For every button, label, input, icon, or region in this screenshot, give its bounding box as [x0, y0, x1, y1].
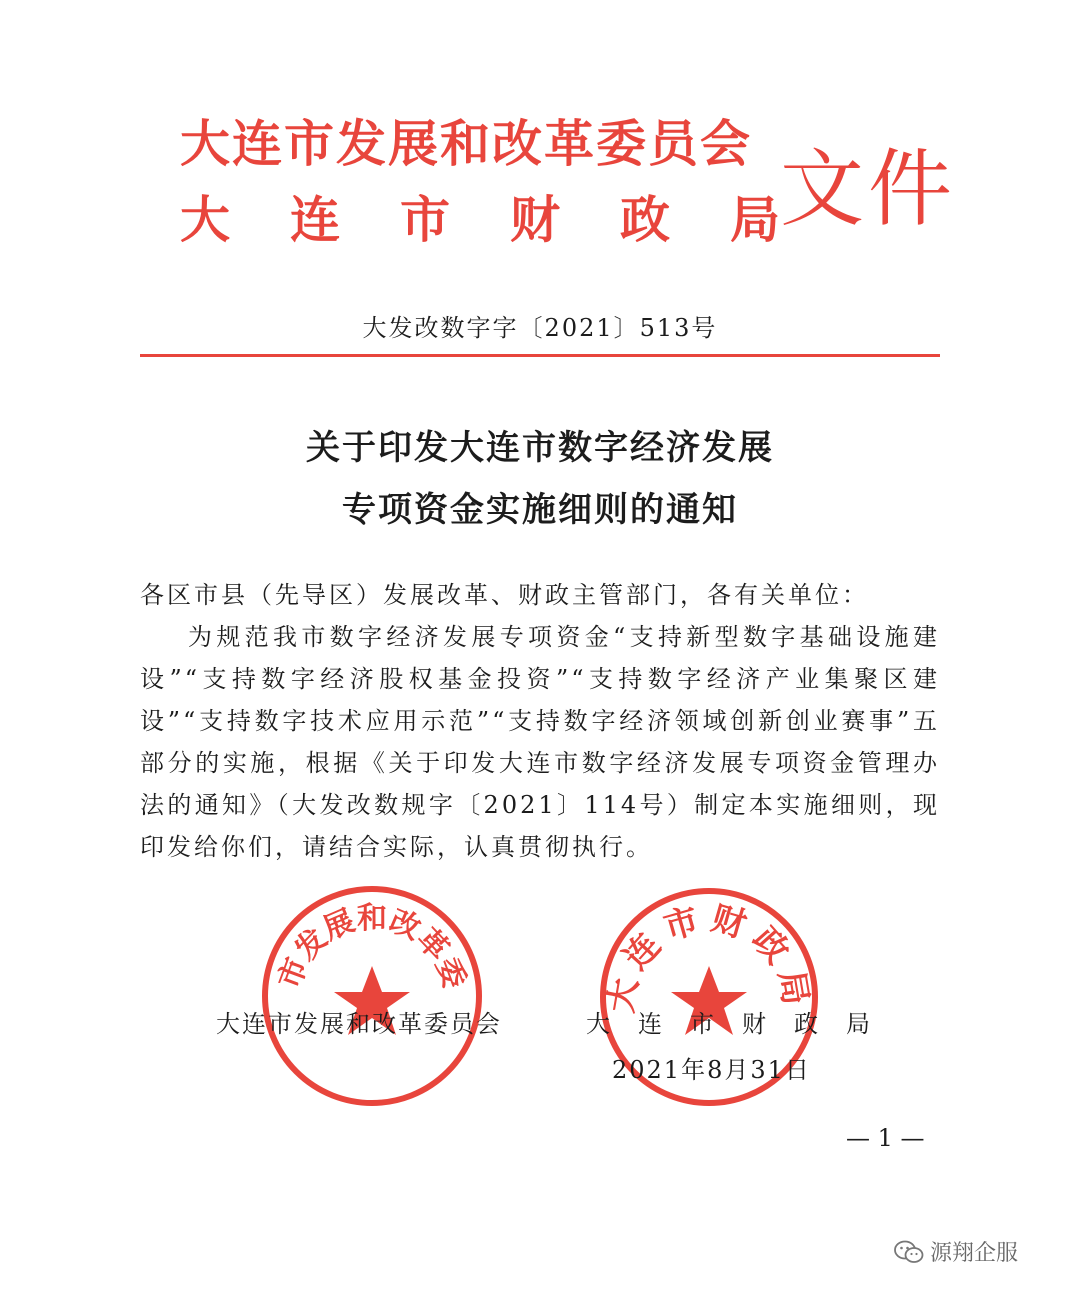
addressee: 各区市县（先导区）发展改革、财政主管部门，各有关单位：: [140, 581, 869, 609]
issue-date: 2021年8月31日: [612, 1056, 811, 1084]
signature-char: 局: [846, 1010, 870, 1038]
document-title-line-2: 专项资金实施细则的通知: [342, 490, 738, 530]
issuer-line-2-char: 大: [180, 190, 230, 249]
page-number: — 1 —: [846, 1124, 925, 1152]
watermark-text: 源翔企服: [930, 1241, 1019, 1266]
seal-text: 市发展和改革委: [272, 901, 472, 994]
signature-char: 市: [690, 1010, 714, 1038]
issuer-line-1: 大连市发展和改革委员会: [180, 114, 752, 173]
document-title-line-1: 关于印发大连市数字经济发展: [306, 428, 774, 468]
signature-char: 连: [638, 1010, 662, 1038]
issuer-line-2-char: 政: [620, 190, 670, 249]
seal-text: 连市财政: [615, 898, 803, 978]
issuer-line-2: [180, 180, 780, 252]
document-suffix: 文件: [780, 140, 957, 238]
signature-finance: [586, 1004, 870, 1039]
wechat-icon: [894, 1239, 924, 1265]
body-paragraph: 为规范我市数字经济发展专项资金“支持新型数字基础设施建设”“支持数字经济股权基金投资”“支持数字经济产业集聚区建设”“支持数字技术应用示范”“支持数字经济领域创新创业赛事”五部分的实施，根据《关于印发大连市数字经济发展专项资金管理办法的通知》（大发改数规字〔2021〕114号）制定本实施细则，现印发给你们，请结合实际，认真贯彻执行。: [140, 623, 940, 861]
seal-emblem: [268, 892, 476, 1100]
watermark: [894, 1236, 1018, 1267]
official-seal-ndrc: [262, 886, 482, 1106]
signature-char: 大: [586, 1010, 610, 1038]
body-block: [140, 616, 940, 868]
header-divider: [140, 354, 940, 357]
issuer-line-2-char: 连: [290, 190, 340, 249]
signature-char: 政: [794, 1010, 818, 1038]
issuer-line-2-char: 局: [730, 190, 780, 249]
document-number: 大发改数字字〔2021〕513号: [362, 314, 718, 342]
issuer-line-2-char: 市: [400, 190, 450, 249]
addressee-block: [140, 574, 940, 616]
signature-ndrc: 大连市发展和改革委员会: [216, 1010, 502, 1038]
signature-char: 财: [742, 1010, 766, 1038]
issuer-line-2-char: 财: [510, 190, 560, 249]
